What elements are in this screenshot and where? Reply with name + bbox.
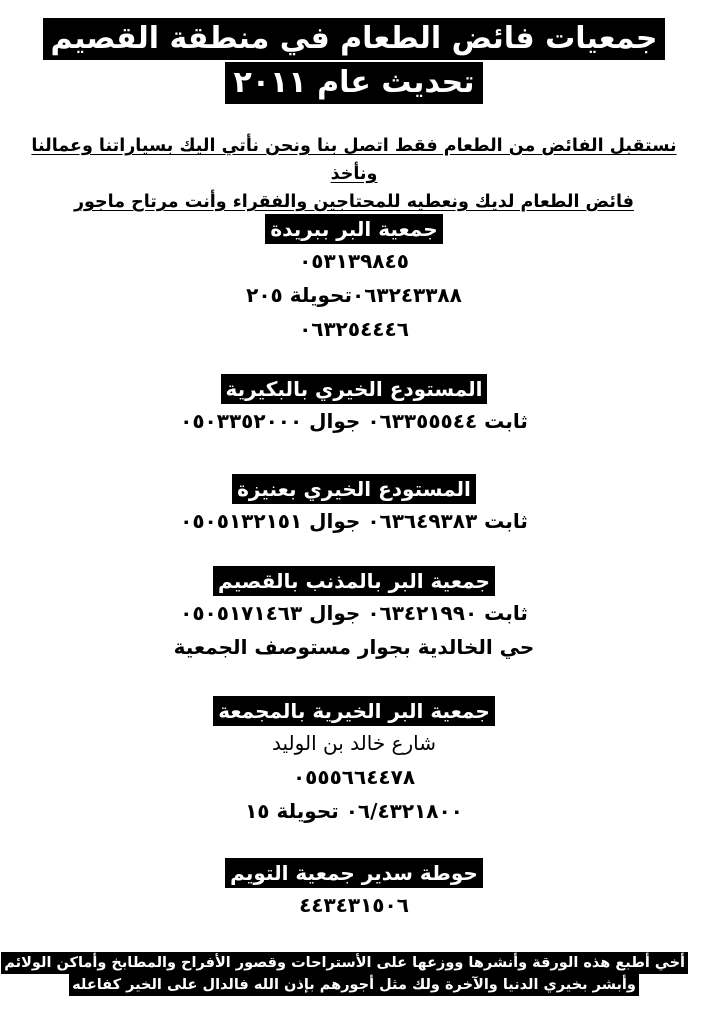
address-line: حي الخالدية بجوار مستوصف الجمعية	[173, 635, 535, 659]
footer-line-1: أخي أطبع هذه الورقة وأنشرها ووزعها على الأستراحات وقصور الأفراح والمطابخ وأماكن الولائم	[1, 952, 688, 974]
page-title: جمعيات فائض الطعام في منطقة القصيم	[43, 18, 666, 60]
phone-line: ٠٦/٤٣٢١٨٠٠ تحويلة ١٥	[245, 799, 463, 823]
phone-line: ٠٦٣٢٥٤٤٤٦	[299, 317, 409, 341]
intro-text	[14, 132, 694, 216]
section-heading: جمعية البر بالمذنب بالقصيم	[213, 566, 495, 596]
section-hotat-sudair	[0, 858, 708, 922]
section-heading: المستودع الخيري بعنيزة	[232, 474, 476, 504]
section-mithnab	[0, 566, 708, 664]
intro-line-1: نستقبل الفائض من الطعام فقط اتصل بنا ونحن نأتي اليك بسياراتنا وعمالنا ونأخذ	[31, 136, 677, 184]
section-heading: المستودع الخيري بالبكيرية	[221, 374, 488, 404]
phone-line: ٠٥٥٥٦٦٤٤٧٨	[292, 765, 416, 789]
section-bukayriyah	[0, 374, 708, 438]
intro-line-2: فائض الطعام لديك ونعطيه للمحتاجين والفقراء وأنت مرتاح ماجور	[73, 192, 635, 212]
section-buraydah	[0, 214, 708, 346]
phone-line: ٠٥٣١٣٩٨٤٥	[299, 249, 409, 273]
page-subtitle: تحديث عام ٢٠١١	[225, 62, 482, 104]
section-heading: حوطة سدير جمعية التويم	[225, 858, 483, 888]
section-heading: جمعية البر ببريدة	[265, 214, 442, 244]
phone-line: ثابت ٠٦٣٤٢١٩٩٠ جوال ٠٥٠٥١٧١٤٦٣	[180, 601, 528, 625]
title-block	[0, 18, 708, 104]
phone-line: ثابت ٠٦٣٦٤٩٣٨٣ جوال ٠٥٠٥١٣٢١٥١	[180, 509, 528, 533]
section-heading: جمعية البر الخيرية بالمجمعة	[213, 696, 494, 726]
footer-line-2: وأبشر بخيري الدنيا والآخرة ولك مثل أجورهم بإذن الله فالدال على الخير كفاعله	[69, 974, 639, 996]
phone-line: ثابت ٠٦٣٣٥٥٥٤٤ جوال ٠٥٠٣٣٥٢٠٠٠	[180, 409, 528, 433]
section-majmaah	[0, 696, 708, 828]
footer-note	[4, 952, 688, 996]
phone-line: ٠٦٣٢٤٣٣٨٨تحويلة ٢٠٥	[246, 283, 462, 307]
address-line: شارع خالد بن الوليد	[272, 731, 436, 755]
section-unaizah	[0, 474, 708, 538]
phone-line: ٤٤٣٤٣١٥٠٦	[299, 893, 409, 917]
